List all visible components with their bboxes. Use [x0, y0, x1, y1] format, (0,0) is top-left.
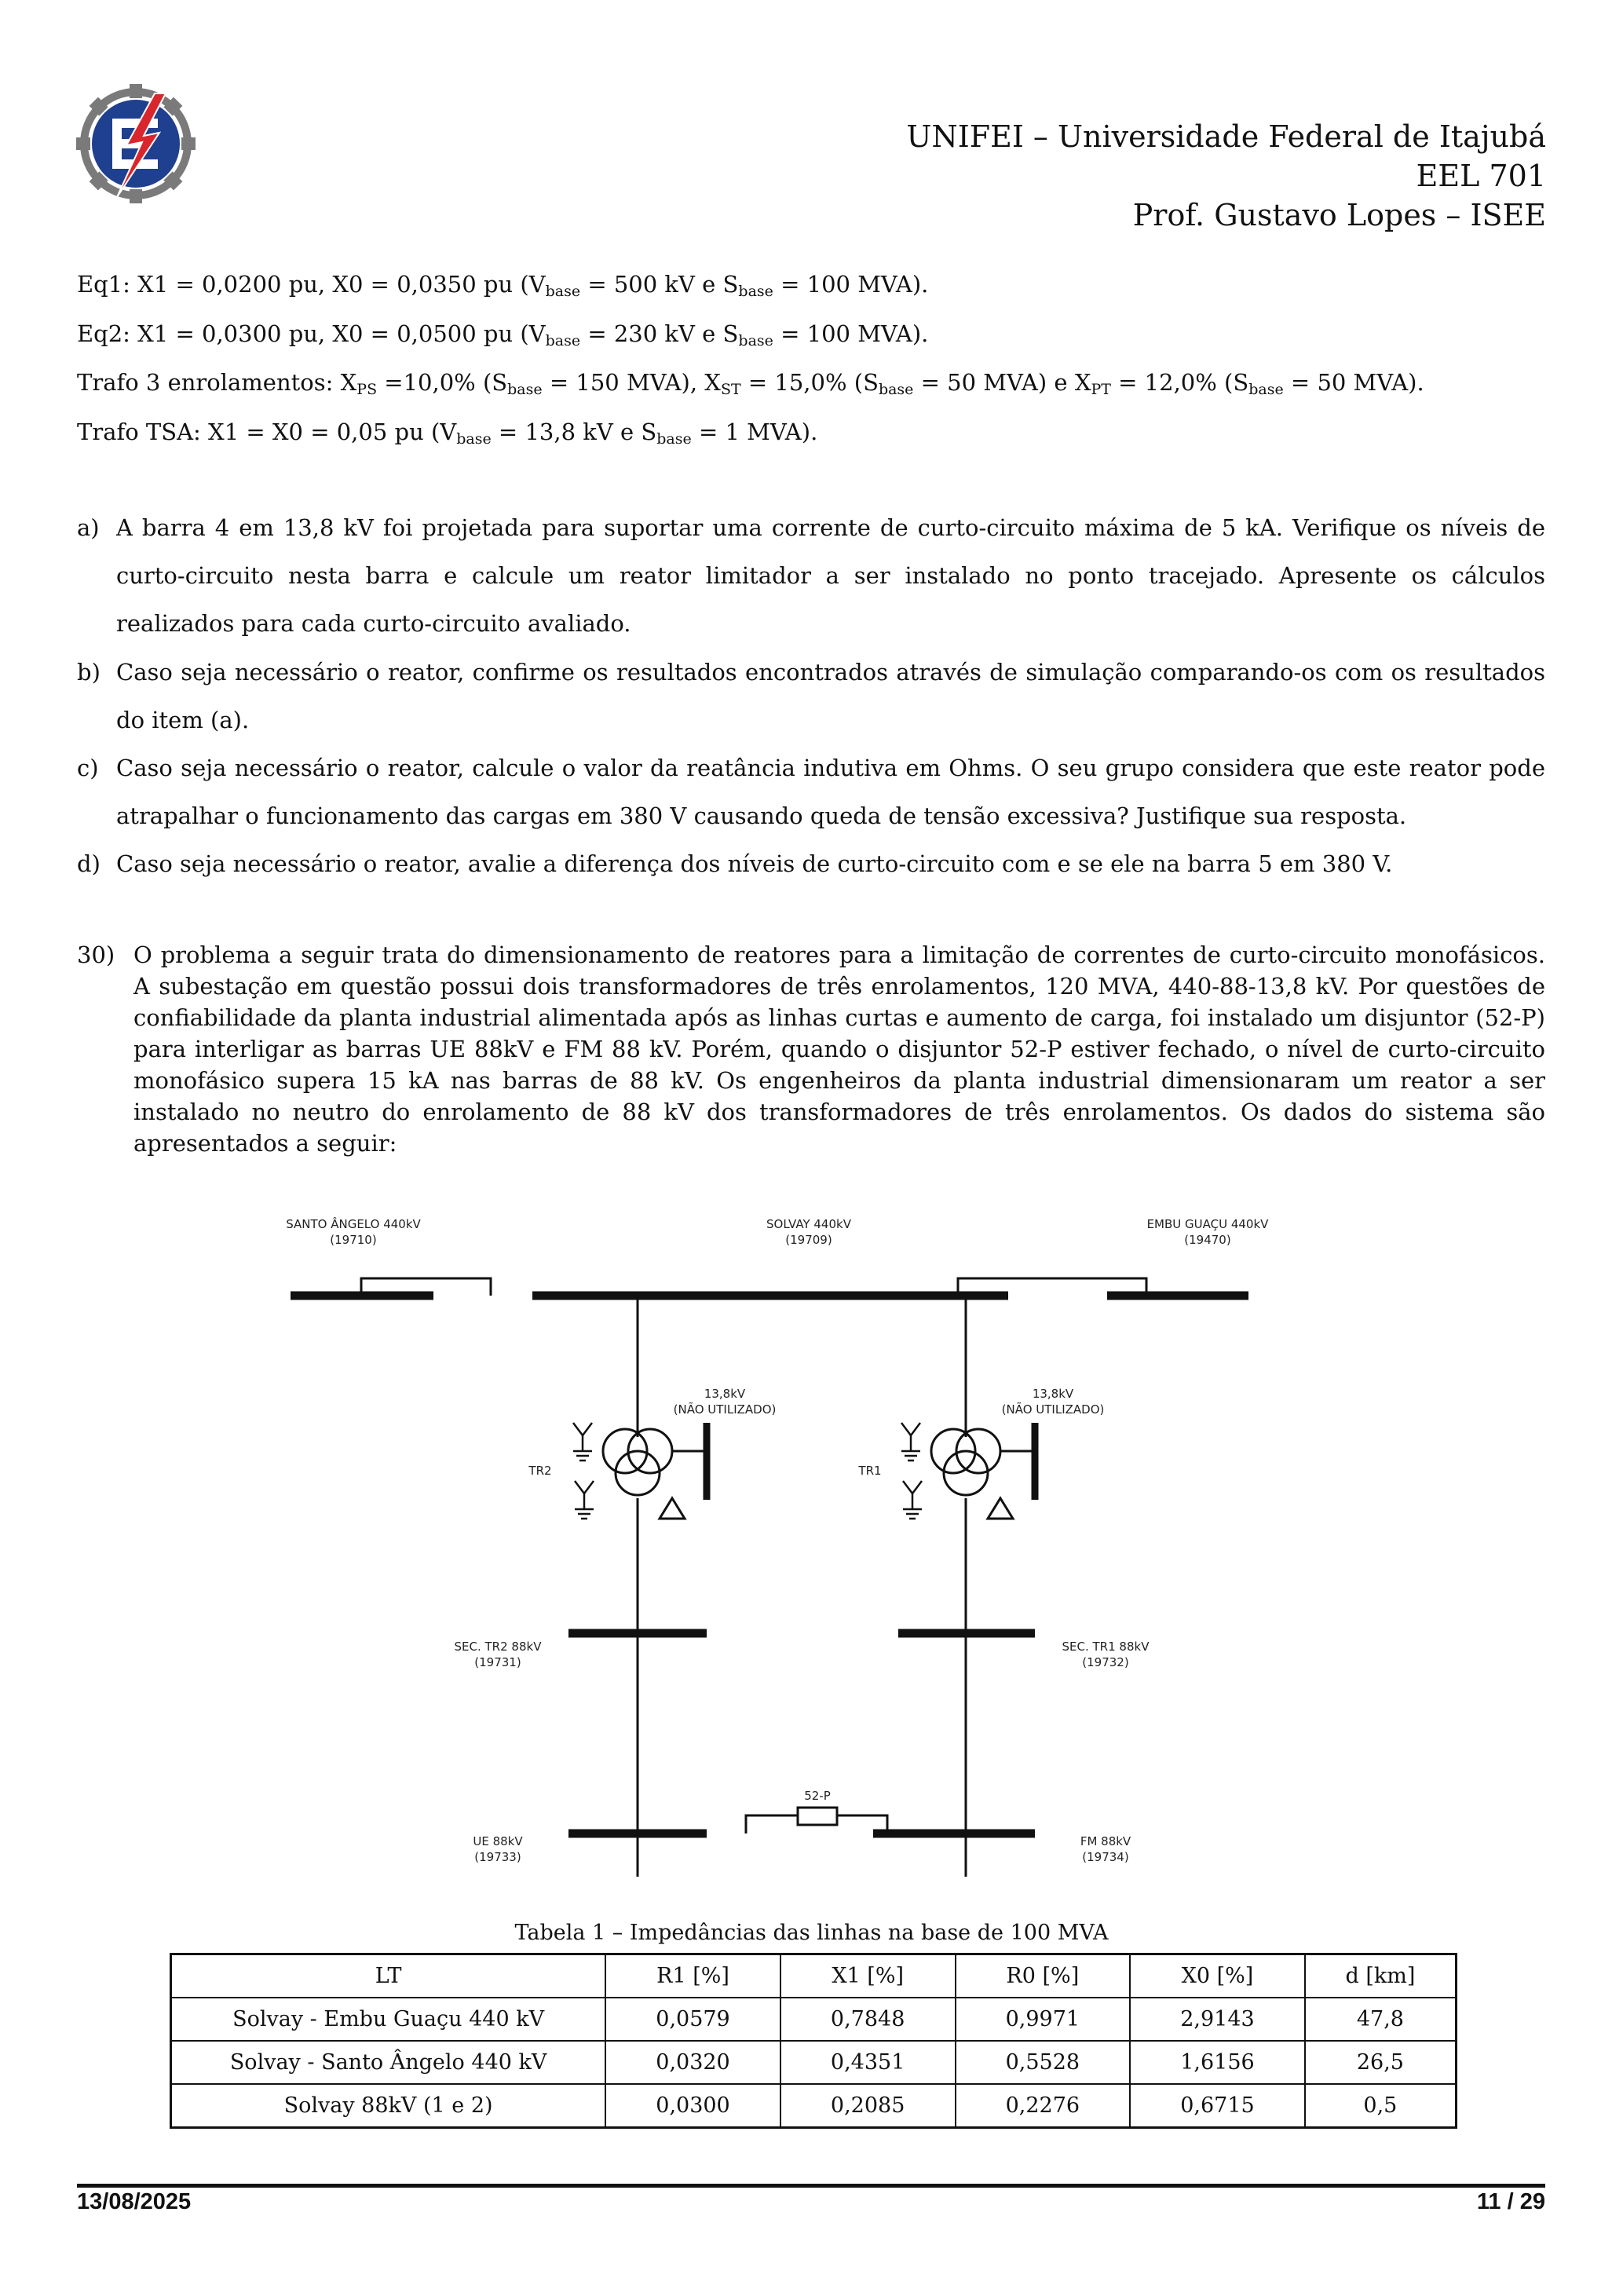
- id-embu: (19470): [1184, 1233, 1231, 1247]
- impedance-table: [170, 1953, 1457, 2129]
- delta-icon: [660, 1498, 685, 1519]
- item-text: Caso seja necessário o reator, confirme os resultados encontrados através de simulação comparando-os com os resultados do item (a).: [116, 659, 1545, 733]
- col-header: d [km]: [1305, 1954, 1457, 1998]
- footer-date: 13/08/2025: [77, 2189, 192, 2214]
- item-label: d): [77, 850, 101, 877]
- table-cell: 0,5528: [956, 2041, 1131, 2084]
- item-b: [77, 649, 1545, 744]
- col-header: R0 [%]: [956, 1954, 1131, 1998]
- question-text: O problema a seguir trata do dimensionamento de reatores para a limitação de correntes de curto-circuito monofásicos. A subestação em questão possui dois transformadores de três enrolamentos, 120 MVA, 440-88-13,8 kV. Por questões de confiabilidade da planta industrial alimentada após as linhas curtas e aumento de carga, foi instalado um disjuntor (52-P) para interligar as barras UE 88kV e FM 88 kV. Porém, quando o disjuntor 52-P estiver fechado, o nível de curto-circuito monofásico supera 15 kA nas barras de 88 kV. Os engenheiros da planta industrial dimensionaram um reator a ser instalado no neutro do enrolamento de 88 kV dos transformadores de três enrolamentos. Os dados do sistema são apresentados a seguir:: [133, 941, 1545, 1157]
- label-sec-tr2: SEC. TR2 88kV: [454, 1640, 542, 1654]
- tsa-line: Trafo TSA: X1 = X0 = 0,05 pu ($V_{base} = 13,8$ kV e $S_{base} = 1$ MVA).: [77, 419, 818, 448]
- table-cell: 0,5: [1305, 2084, 1457, 2128]
- table-header-row: [171, 1954, 1457, 1998]
- table-cell: Solvay - Embu Guaçu 440 kV: [171, 1998, 606, 2041]
- question-number: 30): [77, 941, 115, 968]
- wye-ground-icon: [901, 1423, 920, 1461]
- item-text: Caso seja necessário o reator, calcule o valor da reatância indutiva em Ohms. O seu grupo considera que este reator pode atrapalhar o funcionamento das cargas em 380 V causando queda de tensão excessiva? Justifique sua resposta.: [116, 755, 1545, 829]
- label-tr2: TR2: [528, 1464, 552, 1478]
- label-tr1: TR1: [858, 1464, 882, 1478]
- label-tr1-tertiary-voltage: 13,8kV: [1032, 1387, 1074, 1401]
- eq2-line: Eq2: X1 = 0,0300 pu, X0 = 0,0500 pu ($V_{base} = 230$ kV e $S_{base} = 100$ MVA).: [77, 320, 929, 349]
- col-header: X1 [%]: [780, 1954, 956, 1998]
- id-solvay: (19709): [785, 1233, 832, 1247]
- item-label: c): [77, 755, 99, 781]
- table-row: [171, 1998, 1457, 2041]
- table-cell: 0,4351: [780, 2041, 956, 2084]
- table-cell: 0,2085: [780, 2084, 956, 2128]
- wye-ground-icon: [573, 1423, 592, 1461]
- footer-page-number: 11 / 29: [1476, 2189, 1545, 2214]
- header-professor: Prof. Gustavo Lopes – ISEE: [1132, 198, 1546, 232]
- table-cell: 2,9143: [1130, 1998, 1305, 2041]
- id-santo-angelo: (19710): [330, 1233, 377, 1247]
- table-cell: Solvay - Santo Ângelo 440 kV: [171, 2041, 606, 2084]
- table-cell: 0,2276: [956, 2084, 1131, 2128]
- label-solvay: SOLVAY 440kV: [766, 1217, 851, 1231]
- table-cell: Solvay 88kV (1 e 2): [171, 2084, 606, 2128]
- col-header: X0 [%]: [1130, 1954, 1305, 1998]
- table-cell: 1,6156: [1130, 2041, 1305, 2084]
- col-header: R1 [%]: [605, 1954, 780, 1998]
- question-30: [77, 939, 1545, 1159]
- header-course: EEL 701: [1416, 159, 1546, 193]
- table-cell: 0,0300: [605, 2084, 780, 2128]
- table-cell: 0,7848: [780, 1998, 956, 2041]
- label-tr2-tertiary-voltage: 13,8kV: [704, 1387, 746, 1401]
- label-fm: FM 88kV: [1080, 1834, 1131, 1848]
- item-d: [77, 840, 1545, 888]
- wye-ground-icon: [575, 1481, 594, 1519]
- unifei-logo: [75, 82, 197, 205]
- item-c: [77, 744, 1545, 840]
- item-label: b): [77, 659, 101, 686]
- label-santo-angelo: SANTO ÂNGELO 440kV: [286, 1217, 421, 1231]
- wye-ground-icon: [903, 1481, 922, 1519]
- id-fm: (19734): [1082, 1850, 1129, 1864]
- label-embu: EMBU GUAÇU 440kV: [1146, 1217, 1269, 1231]
- header-university: UNIFEI – Universidade Federal de Itajubá: [906, 119, 1546, 154]
- item-text: A barra 4 em 13,8 kV foi projetada para suportar uma corrente de curto-circuito máxima de 5 kA. Verifique os níveis de curto-circuito nesta barra e calcule um reator limitador a ser instalado no ponto tracejado. Apresente os cálculos realizados para cada curto-circuito avaliado.: [116, 514, 1545, 637]
- breaker-link-left: [746, 1815, 798, 1834]
- breaker-52p: [798, 1808, 837, 1825]
- label-ue: UE 88kV: [473, 1834, 523, 1848]
- table-row: [171, 2041, 1457, 2084]
- label-tr1-tertiary-note: (NÃO UTILIZADO): [1001, 1402, 1105, 1417]
- table-cell: 0,9971: [956, 1998, 1131, 2041]
- delta-icon: [988, 1498, 1013, 1519]
- table-cell: 0,0320: [605, 2041, 780, 2084]
- item-text: Caso seja necessário o reator, avalie a diferença dos níveis de curto-circuito com e se ele na barra 5 em 380 V.: [116, 850, 1393, 877]
- label-sec-tr1: SEC. TR1 88kV: [1062, 1640, 1150, 1654]
- label-tr2-tertiary-note: (NÃO UTILIZADO): [673, 1402, 777, 1417]
- item-label: a): [77, 514, 100, 541]
- item-a: [77, 504, 1545, 648]
- trafo3-line: Trafo 3 enrolamentos: $X_{PS} =10,0\%$ ($S_{base} = 150$ MVA), $X_{ST} = 15,0\%$ ($S_{base} = 50$ MVA) e $X_{PT} = 12,0\%$ ($S_{base} = 50$ MVA).: [77, 369, 1424, 398]
- footer-divider: [77, 2184, 1545, 2188]
- table-cell: 26,5: [1305, 2041, 1457, 2084]
- table-caption: Tabela 1 – Impedâncias das linhas na base de 100 MVA: [514, 1921, 1109, 1945]
- eq1-line: Eq1: X1 = 0,0200 pu, X0 = 0,0350 pu ($V_{base} = 500$ kV e $S_{base} = 100$ MVA).: [77, 271, 929, 300]
- table-cell: 0,0579: [605, 1998, 780, 2041]
- id-ue: (19733): [474, 1850, 521, 1864]
- single-line-diagram: [236, 1201, 1413, 1877]
- table-row: [171, 2084, 1457, 2128]
- table-cell: 47,8: [1305, 1998, 1457, 2041]
- label-breaker: 52-P: [804, 1789, 831, 1803]
- col-header: LT: [171, 1954, 606, 1998]
- id-sec-tr2: (19731): [474, 1655, 521, 1669]
- table-cell: 0,6715: [1130, 2084, 1305, 2128]
- id-sec-tr1: (19732): [1082, 1655, 1129, 1669]
